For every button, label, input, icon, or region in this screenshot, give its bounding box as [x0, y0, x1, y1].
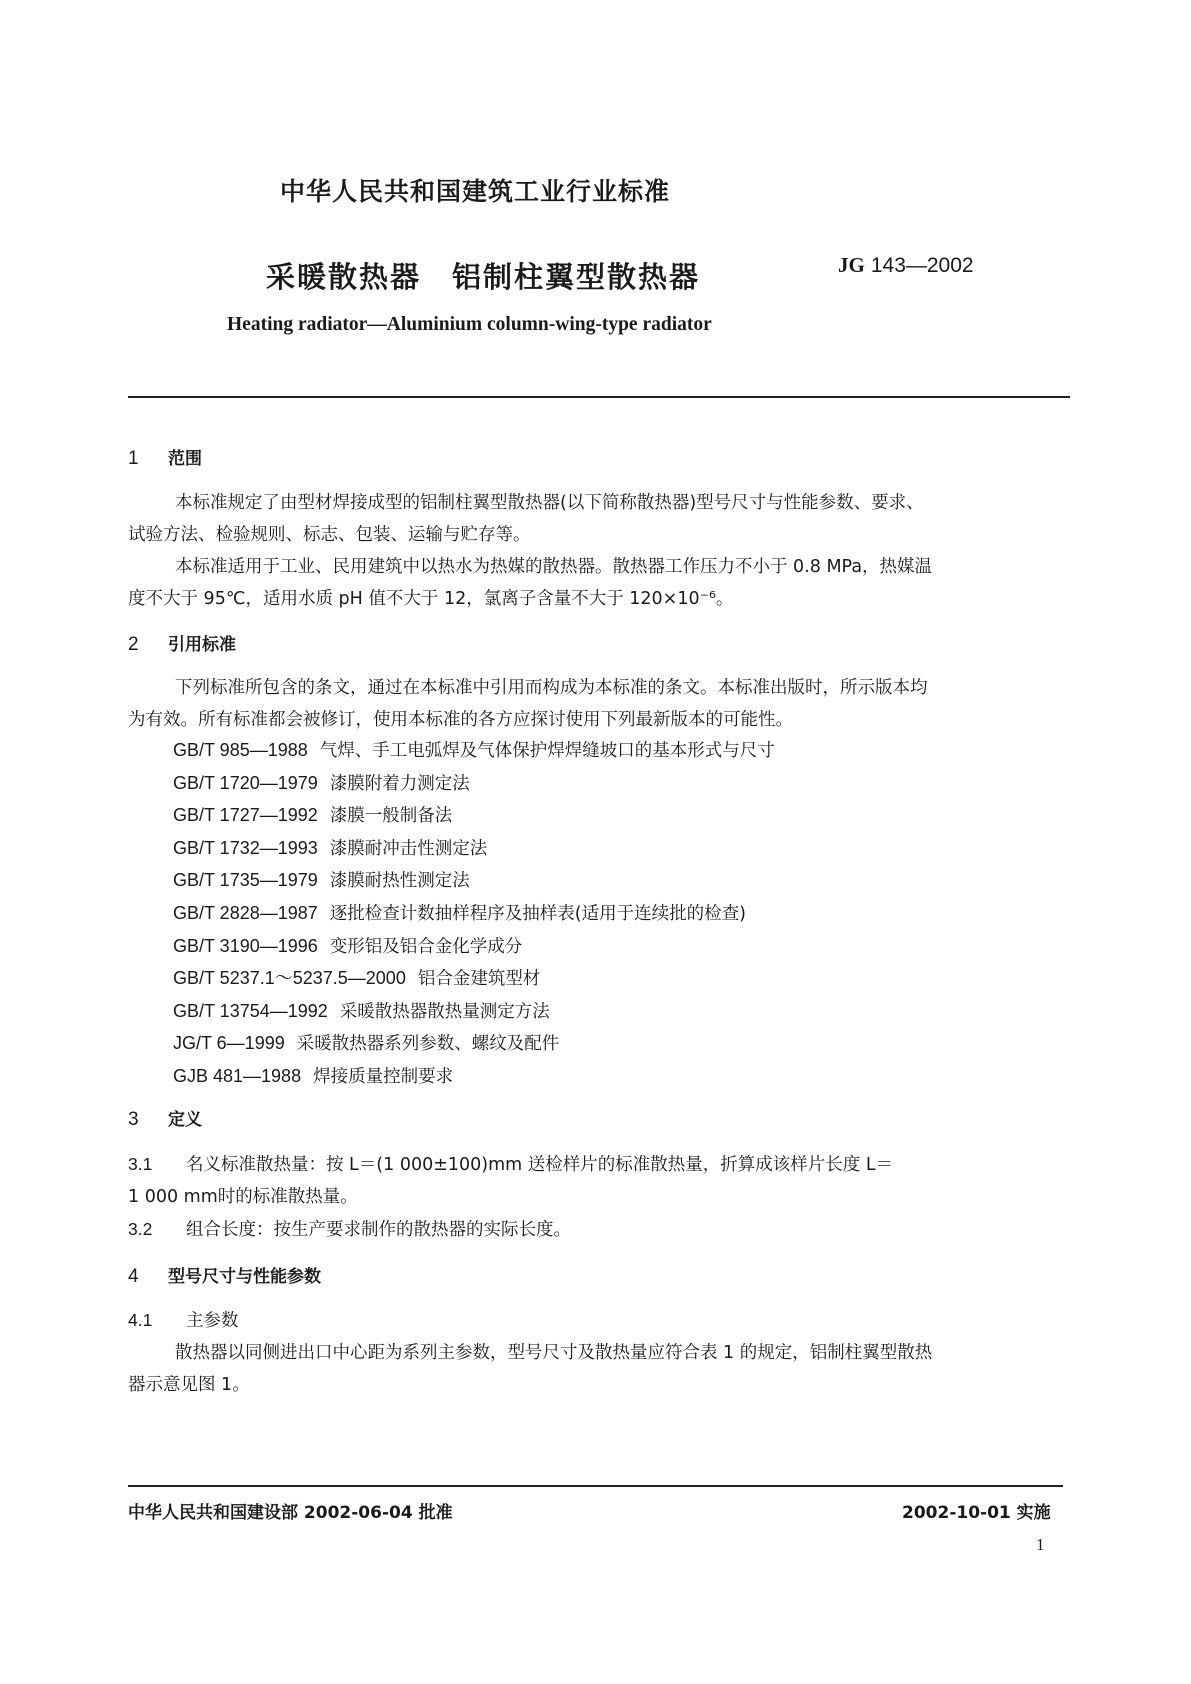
- footer-divider: [128, 1485, 1063, 1487]
- reference-item: [173, 1028, 775, 1061]
- reference-item: [173, 833, 775, 866]
- reference-item: [173, 768, 775, 801]
- standard-org-header: 中华人民共和国建筑工业行业标准: [280, 177, 671, 206]
- reference-name: 逐批检查计数抽样程序及抽样表(适用于连续批的检查): [329, 903, 746, 924]
- reference-code: GB/T 1732—1993: [173, 837, 318, 858]
- section-1-number: 1: [128, 448, 139, 469]
- reference-name: 漆膜一般制备法: [329, 806, 453, 827]
- section-1-heading: [128, 444, 202, 470]
- header-divider: [128, 396, 1070, 398]
- subsection-4-1-heading: [128, 1304, 932, 1337]
- reference-list: [173, 735, 775, 1094]
- definition-3-2: [128, 1213, 893, 1246]
- section-2-heading: [128, 630, 236, 656]
- reference-item: [173, 1061, 775, 1094]
- definition-3-1-line-1: [128, 1148, 893, 1181]
- reference-item: [173, 931, 775, 964]
- section-1-title: 范围: [168, 449, 202, 469]
- reference-name: 漆膜附着力测定法: [329, 773, 470, 794]
- reference-code: GB/T 3190—1996: [173, 935, 318, 956]
- document-code-number: 143—2002: [870, 254, 974, 277]
- document-title: 采暖散热器 铝制柱翼型散热器: [266, 260, 701, 294]
- reference-item: [173, 800, 775, 833]
- section-1-para-2-line-1: 本标准适用于工业、民用建筑中以热水为热媒的散热器。散热器工作压力不小于 0.8 MPa，热媒温: [175, 557, 933, 577]
- reference-item: [173, 963, 775, 996]
- section-3-body: [128, 1148, 893, 1246]
- subsection-4-1-title: 主参数: [186, 1311, 239, 1331]
- section-4-para-line-1: 散热器以同侧进出口中心距为系列主参数，型号尺寸及散热量应符合表 1 的规定，铝制柱翼型散热: [175, 1343, 933, 1363]
- section-4-para-line-2: 器示意见图 1。: [128, 1375, 250, 1395]
- document-code-prefix: JG: [838, 253, 865, 277]
- section-3-number: 3: [128, 1109, 139, 1130]
- reference-code: JG/T 6—1999: [173, 1033, 285, 1054]
- document-code: [838, 253, 974, 278]
- page-number: 1: [1036, 1535, 1045, 1554]
- definition-3-1-text: 名义标准散热量：按 L＝(1 000±100)mm 送检样片的标准散热量，折算成该样片长度 L＝: [186, 1155, 894, 1175]
- section-2-body: [128, 672, 928, 736]
- reference-code: GJB 481—1988: [173, 1065, 302, 1086]
- section-1-para-1-line-1: 本标准规定了由型材焊接成型的铝制柱翼型散热器(以下简称散热器)型号尺寸与性能参数、要求、: [175, 493, 924, 513]
- reference-code: GB/T 1735—1979: [173, 870, 318, 891]
- reference-code: GB/T 1720—1979: [173, 772, 318, 793]
- section-1-para-2-line-2: 度不大于 95℃，适用水质 pH 值不大于 12，氯离子含量不大于 120×10⁻⁶。: [128, 589, 734, 609]
- english-title: Heating radiator—Aluminium column-wing-type radiator: [227, 314, 712, 335]
- section-4-number: 4: [128, 1266, 139, 1287]
- section-2-para-line-2: 为有效。所有标准都会被修订，使用本标准的各方应探讨使用下列最新版本的可能性。: [128, 710, 793, 730]
- reference-item: [173, 898, 775, 931]
- reference-name: 焊接质量控制要求: [313, 1066, 454, 1087]
- section-1-para-1-line-2: 试验方法、检验规则、标志、包装、运输与贮存等。: [128, 525, 531, 545]
- reference-name: 变形铝及铝合金化学成分: [329, 936, 523, 957]
- reference-item: [173, 865, 775, 898]
- reference-name: 采暖散热器系列参数、螺纹及配件: [296, 1034, 560, 1055]
- definition-3-2-number: 3.2: [128, 1219, 153, 1239]
- reference-name: 漆膜耐冲击性测定法: [329, 838, 488, 859]
- reference-name: 漆膜耐热性测定法: [329, 871, 470, 892]
- reference-name: 铝合金建筑型材: [417, 969, 541, 990]
- section-4-body: [128, 1304, 932, 1401]
- section-2-number: 2: [128, 634, 139, 655]
- section-1-body: [128, 487, 932, 615]
- reference-code: GB/T 13754—1992: [173, 1000, 328, 1021]
- definition-3-1-line-2: 1 000 mm时的标准散热量。: [128, 1187, 358, 1207]
- approval-line: 中华人民共和国建设部 2002-06-04 批准: [128, 1503, 453, 1523]
- section-3-heading: [128, 1105, 202, 1131]
- section-2-title: 引用标准: [168, 635, 236, 655]
- reference-code: GB/T 985—1988: [173, 740, 308, 760]
- section-4-title: 型号尺寸与性能参数: [168, 1267, 321, 1287]
- reference-code: GB/T 2828—1987: [173, 902, 318, 923]
- reference-item: [173, 996, 775, 1029]
- definition-3-2-text: 组合长度：按生产要求制作的散热器的实际长度。: [186, 1220, 571, 1240]
- section-3-title: 定义: [168, 1110, 202, 1130]
- reference-item: [173, 735, 775, 768]
- definition-3-1-number: 3.1: [128, 1154, 153, 1174]
- reference-code: GB/T 5237.1～5237.5—2000: [173, 968, 406, 989]
- reference-name: 气焊、手工电弧焊及气体保护焊焊缝坡口的基本形式与尺寸: [319, 741, 775, 761]
- section-2-para-line-1: 下列标准所包含的条文，通过在本标准中引用而构成为本标准的条文。本标准出版时，所示版本均: [175, 678, 928, 698]
- reference-code: GB/T 1727—1992: [173, 805, 318, 826]
- effective-date: 2002-10-01 实施: [902, 1503, 1051, 1523]
- section-4-heading: [128, 1262, 321, 1288]
- reference-name: 采暖散热器散热量测定方法: [339, 1001, 550, 1022]
- subsection-4-1-number: 4.1: [128, 1310, 153, 1330]
